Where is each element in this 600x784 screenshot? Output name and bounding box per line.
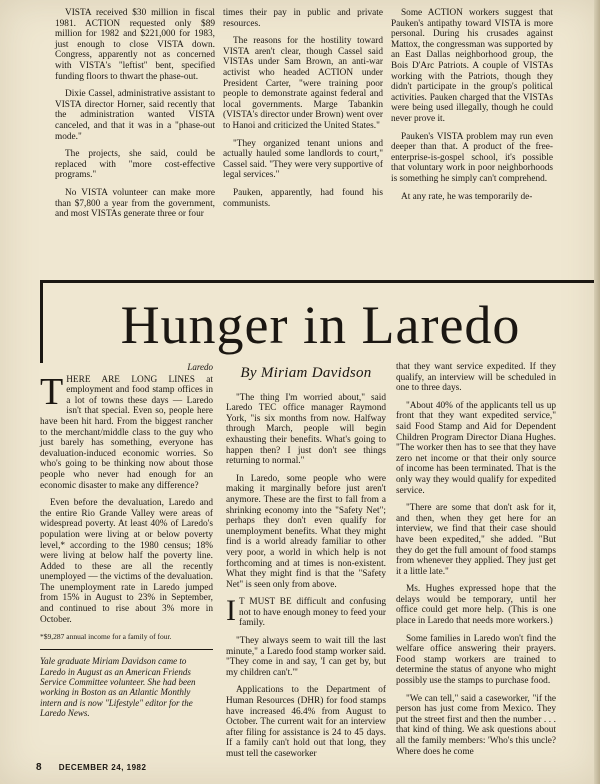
article-column-3 xyxy=(396,362,556,764)
paragraph: "The thing I'm worried about," said Laredo TEC office manager Raymond York, "is six months from now. Halfway through March, people will begin exhausting their benefits. What's going to happen then? I just don't see things returning to normal." xyxy=(226,392,386,467)
paragraph: The reasons for the hostility toward VISTA aren't clear, though Cassel said VISTAs under Sam Brown, an anti-war activist who headed ACTION under President Carter, "were training poor people to demonstrate against federal and local governments. Marge Tabankin (VISTA's director under Brown) went over to Hanoi and criticized the United States." xyxy=(223,36,383,131)
footnote: *$9,287 annual income for a family of four. xyxy=(40,632,172,642)
paragraph: that they want service expedited. If they qualify, an interview will be scheduled in one to three days. xyxy=(396,362,556,394)
drop-cap: I xyxy=(226,594,236,628)
paragraph: Ms. Hughes expressed hope that the delays would be temporary, until her office could get more help. (This is one place in Laredo that needs more workers.) xyxy=(396,584,556,627)
bio-text: Yale graduate Miriam Davidson came to Laredo in August as an American Friends Service Committee volunteer. She had been working in Boston as an Atlantic Monthly intern and is now "Lifestyle" editor for the Laredo News. xyxy=(40,656,196,719)
paragraph: At any rate, he was temporarily de- xyxy=(401,191,533,202)
paragraph: Even before the devaluation, Laredo and the entire Rio Grande Valley were areas of widespread poverty. At least 40% of Laredo's population were living at or below poverty level,* according to the 1980 census; 18% were living at below half the poverty line. Added to these are all the recently unemployed — the victims of the devaluation. The unemployment rate in Laredo jumped from 15% in August to 23% in September, and continued to rise about 3% more in October. xyxy=(40,498,213,625)
paragraph: Some families in Laredo won't find the welfare office answering their prayers. Food stamp workers are trained to determine the status of anyone who might possibly use the stamps to purchase food. xyxy=(396,633,556,687)
paragraph: Pauken's VISTA problem may run even deeper than that. A product of the free-enterprise-is-gospel school, it's possible that voluntary work in poor neighborhoods is something he simply can't comprehend. xyxy=(391,131,553,184)
paragraph: The projects, she said, could be replaced with "more cost-effective programs." xyxy=(55,149,215,181)
divider xyxy=(40,649,213,650)
issue-date: DECEMBER 24, 1982 xyxy=(58,763,147,772)
paragraph: times their pay in public and private resources. xyxy=(223,8,383,29)
lead-text: at employment and food stamp offices in a lot of towns these days — Laredo isn't that special. Even so, people here have been hit hard. From the biggest rancher to the merchant/middle class to the guy who just barely has something, everyone has devaluation-induced economic worries. So who's going to be thinking now about those people who never had enough for an economic disaster to make any difference? xyxy=(40,374,213,491)
drop-cap: T xyxy=(40,370,64,413)
paragraph: In Laredo, some people who were making it marginally before just aren't anymore. These are the first to fall from a shrinking economy into the "Safety Net"; perhaps they don't even qualify for unemployment benefits. What they might find is a world already familiar to other very poor, a world in which help is not forthcoming and at times is non-existent. What they might find is that the "Safety Net" is seen only from above. xyxy=(226,473,386,590)
page-footer xyxy=(36,762,146,773)
top-column-3 xyxy=(391,8,553,209)
paragraph: VISTA received $30 million in fiscal 1981. ACTION requested only $89 million for 1982 and $221,000 for 1983, just enough to close VISTA down. Congress, apparently not as concerned with VISTA's "leftist" bent, specified funding floors to thwart the phase-out. xyxy=(55,8,215,82)
article-column-2 xyxy=(226,362,386,767)
paragraph: Applications to the Department of Human Resources (DHR) for food stamps have increased 46.4% from August to October. The current wait for an interview after filing for assistance is 24 to 45 days. If a family can't hold out that long, they must tell the caseworker xyxy=(226,685,386,759)
paragraph: Dixie Cassel, administrative assistant to VISTA director Horner, said recently that the administration wanted VISTA canceled, and that it was in a "phase-out mode." xyxy=(55,89,215,142)
author-bio xyxy=(40,656,213,718)
paragraph: "They organized tenant unions and actually hauled some landlords to court," Cassel said. "They were very supportive of legal services." xyxy=(223,138,383,181)
article-column-1 xyxy=(40,362,213,726)
section-lead-text: T MUST BE difficult and confusing not to have enough money to feed your family. xyxy=(239,597,386,629)
section-lead xyxy=(226,594,386,629)
dateline: Laredo xyxy=(187,362,213,372)
paragraph: "We can tell," said a caseworker, "if the person has just come from Mexico. They put the street first and then the number . . . that kind of thing. We ask questions about all the family members: 'Who's this uncle? Where does he come xyxy=(396,693,556,757)
paragraph: Some ACTION workers suggest that Pauken's antipathy toward VISTA is more personal. During his crusades against Mattox, the congressman was supported by an East Dallas neighborhood group, the Bois D'Arc Patriots. A couple of VISTAs working with the Patriots, though they didn't participate in the group's political activities. Pauken charged that the VISTAs were being used illegally, though he could never prove it. xyxy=(391,8,553,124)
paragraph: Pauken, apparently, had found his communists. xyxy=(223,187,383,209)
top-column-2 xyxy=(223,8,383,216)
lead-paragraph xyxy=(40,370,213,492)
page-edge xyxy=(594,0,600,784)
paragraph: "About 40% of the applicants tell us up front that they want expedited service," said Food Stamp and Aid for Dependent Children Program Director Diana Hughes. "The worker then has to see that they have zero net income or that their only source of income has been terminated. That is the only way they would qualify for expedited service. xyxy=(396,400,556,496)
top-column-1 xyxy=(55,8,215,227)
page-number: 8 xyxy=(36,762,43,773)
paragraph: No VISTA volunteer can make more than $7,800 a year from the government, and most VISTAs generate three or four xyxy=(55,187,215,220)
headline-box xyxy=(40,280,598,363)
lead-caps: HERE ARE LONG LINES xyxy=(66,374,195,385)
headline: Hunger in Laredo xyxy=(120,295,521,355)
byline: By Miriam Davidson xyxy=(240,365,372,381)
paragraph: "There are some that don't ask for it, and then, when they get here for an interview, we find that their case should have been expedited," she added. "But they do get the full amount of food stamps from whenever they applied. They just get it a little late." xyxy=(396,503,556,577)
paragraph: "They always seem to wait till the last minute," a Laredo food stamp worker said. "They come in and say, 'I can get by, but my children can't.'" xyxy=(226,636,386,678)
